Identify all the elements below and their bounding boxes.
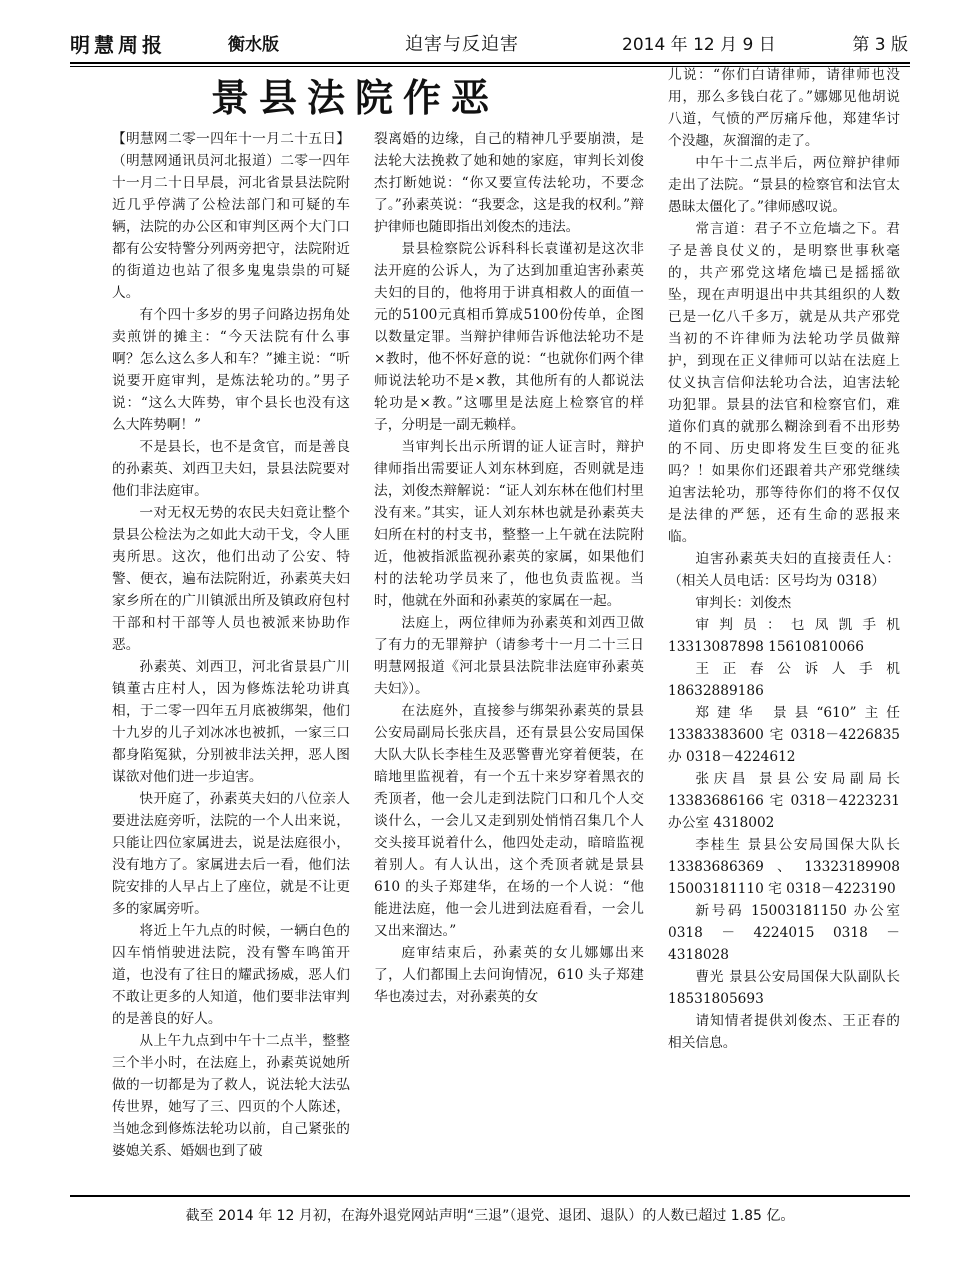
section-label: 迫害与反迫害 (405, 34, 519, 55)
article-column-3 (668, 64, 900, 1054)
paragraph: 儿说：“你们白请律师，请律师也没用，那么多钱白花了。”娜娜见他胡说八道，气愤的严厉痛斥他，郑建华讨个没趣，灰溜溜的走了。 (668, 67, 900, 149)
paragraph: 裂离婚的边缘，自己的精神几乎要崩溃，是法轮大法挽救了她和她的家庭，审判长刘俊杰打断她说：“你又要宣传法轮功，不要念了。”孙素英说：“我要念，这是我的权利。”辩护律师也随即指出刘俊杰的违法。 (374, 131, 644, 235)
paragraph: 景县检察院公诉科科长袁谨初是这次非法开庭的公诉人，为了达到加重迫害孙素英夫妇的目的，他将用于讲真相救人的面值一元的5100元真相币算成5100份传单，企图以数量定罪。当辩护律师告诉他法轮功不是×教时，他不怀好意的说：“也就你们两个律师说法轮功不是×教，其他所有的人都说法轮功是×教。”这哪里是法庭上检察官的样子，分明是一副无赖样。 (374, 241, 644, 433)
contact-entry: 新号码 15003181150 办公室 0318 － 4224015 0318 － 4318028 (668, 903, 900, 963)
page-number: 第 3 版 (852, 35, 908, 55)
contact-entry: 郑建华 景县“610”主任 13383383600 宅 0318－4226835 办 0318－4224612 (668, 705, 900, 765)
article-column-2 (374, 128, 644, 1008)
paragraph: 当审判长出示所谓的证人证言时，辩护律师指出需要证人刘东林到庭，否则就是违法，刘俊杰辩解说：“证人刘东林在他们村里没有来。”其实，证人刘东林也就是孙素英夫妇所在村的村支书，整整一上午就在法院附近，他被指派监视孙素英的家属，如果他们村的法轮功学员来了，他也负责监视。当时，他就在外面和孙素英的家属在一起。 (374, 439, 644, 609)
paragraph: 常言道：君子不立危墙之下。君子是善良仗义的，是明察世事秋毫的，共产邪党这堵危墙已是摇摇欲坠，现在声明退出中共其组织的人数已是一亿八千多万，就是从共产邪党当初的不许律师为法轮功学员做辩护，到现在正义律师可以站在法庭上仗义执言信仰法轮功合法，迫害法轮功犯罪。景县的法官和检察官们，难道你们真的就那么糊涂到看不出形势的不同、历史即将发生巨变的征兆吗？！如果你们还跟着共产邪党继续迫害法轮功，那等待你们的将不仅仅是法律的严惩，还有生命的恶报来临。 (668, 221, 900, 545)
paragraph: 将近上午九点的时候，一辆白色的囚车悄悄驶进法院，没有警车鸣笛开道，也没有了往日的耀武扬威，恶人们不敢让更多的人知道，他们要非法审判的是善良的好人。 (112, 923, 350, 1027)
paragraph: 有个四十多岁的男子问路边拐角处卖煎饼的摊主：“今天法院有什么事啊？怎么这么多人和车？”摊主说：“听说要开庭审判，是炼法轮功的。”男子说：“这么大阵势，审个县长也没有这么大阵势啊！” (112, 307, 350, 433)
issue-date: 2014 年 12 月 9 日 (622, 35, 776, 55)
contact-entry: 李桂生 景县公安局国保大队长 13383686369、13323189908 15003181110 宅 0318－4223190 (668, 837, 900, 897)
edition-label: 衡水版 (228, 35, 279, 55)
paragraph: 请知情者提供刘俊杰、王正春的相关信息。 (668, 1013, 900, 1051)
paragraph: 不是县长，也不是贪官，而是善良的孙素英、刘西卫夫妇，景县法院要对他们非法庭审。 (112, 439, 350, 499)
contact-entry: 审判员：乜凤凯手机 13313087898 15610810066 (668, 617, 900, 655)
contact-entry: 曹光 景县公安局国保大队副队长 18531805693 (668, 969, 900, 1007)
contact-entry: 审判长：刘俊杰 (695, 595, 792, 611)
paragraph: 中午十二点半后，两位辩护律师走出了法院。“景县的检察官和法官太愚昧太僵化了。”律师感叹说。 (668, 155, 900, 215)
paragraph: 在法庭外，直接参与绑架孙素英的景县公安局副局长张庆昌，还有景县公安局国保大队大队长李桂生及恶警曹光穿着便装，在暗地里监视着，有一个五十来岁穿着黑衣的秃顶者，他一会儿走到法院门口和几个人交谈什么，一会儿又走到别处悄悄召集几个人交头接耳说着什么，他四处走动，暗暗监视着别人。有人认出，这个秃顶者就是景县 610 的头子郑建华，在场的一个人说：“他能进法庭，他一会儿进到法庭看看，一会儿又出来溜达。” (374, 703, 644, 939)
paragraph: 法庭上，两位律师为孙素英和刘西卫做了有力的无罪辩护（请参考十一月二十三日明慧网报道《河北景县法院非法庭审孙素英夫妇》）。 (374, 615, 644, 697)
paragraph: 一对无权无势的农民夫妇竟让整个景县公检法为之如此大动干戈，令人匪夷所思。这次，他们出动了公安、特警、便衣，遍布法院附近，孙素英夫妇家乡所在的广川镇派出所及镇政府包村干部和村干部等人员也被派来协助作恶。 (112, 505, 350, 653)
page-header (70, 30, 908, 60)
article-column-1 (112, 128, 350, 1162)
paragraph: 庭审结束后，孙素英的女儿娜娜出来了，人们都围上去问询情况，610 头子郑建华也凑过去，对孙素英的女 (374, 945, 644, 1005)
footer-divider (70, 1195, 910, 1197)
newspaper-name: 明慧周报 (70, 33, 166, 57)
article-title: 景县法院作恶 (210, 75, 499, 120)
paragraph: 孙素英、刘西卫，河北省景县广川镇董古庄村人，因为修炼法轮功讲真相，于二零一四年五月底被绑架，他们十九岁的儿子刘冰冰也被抓，一家三口都身陷冤狱，分别被非法关押，恶人图谋欲对他们进一步迫害。 (112, 659, 350, 785)
paragraph: 快开庭了，孙素英夫妇的八位亲人要进法庭旁听，法院的一个人出来说，只能让四位家属进去，说是法庭很小，没有地方了。家属进去后一看，他们法院安排的人早占上了座位，就是不让更多的家属旁听。 (112, 791, 350, 917)
paragraph: 从上午九点到中午十二点半，整整三个半小时，在法庭上，孙素英说她所做的一切都是为了救人，说法轮大法弘传世界，她写了三、四页的个人陈述，当她念到修炼法轮功以前，自己紧张的婆媳关系、婚姻也到了破 (112, 1033, 350, 1159)
paragraph: 【明慧网二零一四年十一月二十五日】（明慧网通讯员河北报道）二零一四年十一月二十日早晨，河北省景县法院附近几乎停满了公检法部门和可疑的车辆，法院的办公区和审判区两个大门口都有公安特警分列两旁把守，法院附近的街道边也站了很多鬼鬼祟祟的可疑人。 (112, 131, 350, 301)
paragraph: 迫害孙素英夫妇的直接责任人：（相关人员电话：区号均为 0318） (668, 551, 900, 589)
contact-entry: 王正春公诉人手机 18632889186 (668, 661, 900, 699)
footer-note: 截至 2014 年 12 月初，在海外退党网站声明“三退”（退党、退团、退队）的人数已超过 1.85 亿。 (185, 1208, 795, 1224)
contact-entry: 张庆昌 景县公安局副局长 13383686166 宅 0318－4223231 办公室 4318002 (668, 771, 900, 831)
